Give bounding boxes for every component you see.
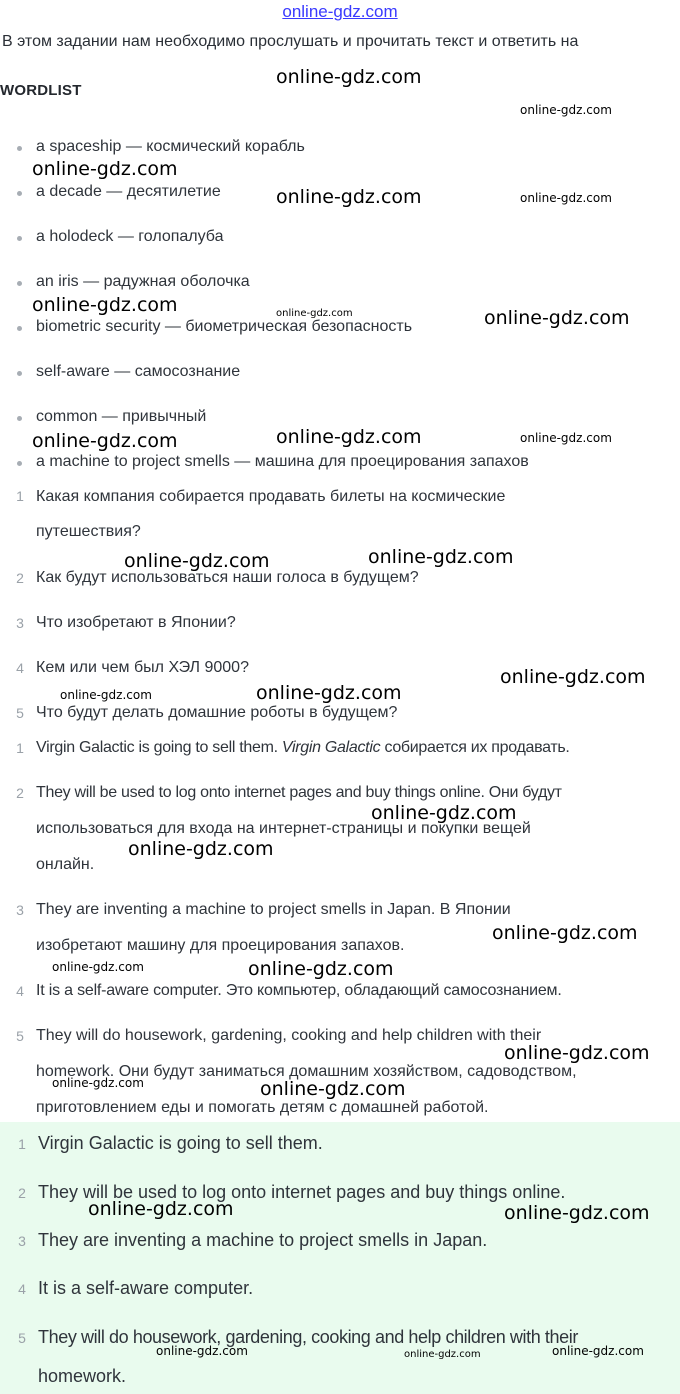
- answer-text: They will do housework, gardening, cooking and help children with their: [36, 1027, 542, 1044]
- watermark: online-gdz.com: [404, 1349, 481, 1360]
- watermark: online-gdz.com: [552, 1344, 644, 1358]
- watermark: online-gdz.com: [32, 430, 178, 452]
- list-item: an iris — радужная оболочка: [36, 273, 250, 290]
- question-text: Что будут делать домашние роботы в будущем?: [36, 704, 398, 721]
- question-number: 1: [16, 488, 24, 504]
- watermark: online-gdz.com: [520, 431, 612, 445]
- watermark: online-gdz.com: [260, 1078, 406, 1100]
- answer-number: 3: [16, 902, 24, 918]
- bullet-icon: [17, 326, 22, 331]
- answer-number: 5: [16, 1028, 24, 1044]
- watermark: online-gdz.com: [124, 550, 270, 572]
- question-text: Что изобретают в Японии?: [36, 614, 236, 631]
- summary-number: 1: [18, 1136, 26, 1152]
- question-number: 5: [16, 705, 24, 721]
- summary-text: They are inventing a machine to project smells in Japan.: [38, 1230, 488, 1250]
- watermark: online-gdz.com: [368, 546, 514, 568]
- list-item: common — привычный: [36, 408, 207, 425]
- watermark: online-gdz.com: [276, 426, 422, 448]
- answer-text: It is a self-aware computer. Это компьютер, обладающий самосознанием.: [36, 982, 562, 999]
- question-text: Какая компания собирается продавать билеты на космические: [36, 488, 506, 505]
- summary-number: 2: [18, 1185, 26, 1201]
- question-text: путешествия?: [36, 523, 141, 540]
- answer-text: приготовлением еды и помогать детям с домашней работой.: [36, 1099, 489, 1116]
- watermark: online-gdz.com: [276, 186, 422, 208]
- summary-text: They will be used to log onto internet pages and buy things online.: [38, 1182, 566, 1202]
- watermark: online-gdz.com: [32, 158, 178, 180]
- list-item: biometric security — биометрическая безопасность: [36, 318, 413, 335]
- watermark: online-gdz.com: [500, 666, 646, 688]
- wordlist-title: WORDLIST: [0, 82, 82, 99]
- answer-text: онлайн.: [36, 856, 95, 873]
- question-text: Как будут использоваться наши голоса в будущем?: [36, 569, 419, 586]
- answer-number: 2: [16, 785, 24, 801]
- watermark: online-gdz.com: [52, 1076, 144, 1090]
- summary-number: 4: [18, 1281, 26, 1297]
- watermark: online-gdz.com: [520, 103, 612, 117]
- summary-text: Virgin Galactic is going to sell them.: [38, 1133, 323, 1153]
- list-item: a decade — десятилетие: [36, 183, 221, 200]
- bullet-icon: [17, 191, 22, 196]
- watermark: online-gdz.com: [276, 66, 422, 88]
- watermark: online-gdz.com: [504, 1202, 650, 1224]
- list-item: a spaceship — космический корабль: [36, 138, 305, 155]
- answer-text: homework. Они будут заниматься домашним хозяйством, садоводством,: [36, 1063, 577, 1080]
- bullet-icon: [17, 416, 22, 421]
- watermark: online-gdz.com: [484, 307, 630, 329]
- answer-text: изобретают машину для проецирования запахов.: [36, 937, 405, 954]
- watermark: online-gdz.com: [276, 308, 353, 319]
- answer-text: They will be used to log onto internet pages and buy things online. Они будут: [36, 784, 562, 801]
- list-item: a holodeck — голопалуба: [36, 228, 224, 245]
- question-number: 2: [16, 570, 24, 586]
- question-number: 4: [16, 660, 24, 676]
- list-item: self-aware — самосознание: [36, 363, 241, 380]
- list-item: a machine to project smells — машина для проецирования запахов: [36, 453, 529, 470]
- watermark: online-gdz.com: [52, 960, 144, 974]
- watermark: online-gdz.com: [248, 958, 394, 980]
- bullet-icon: [17, 461, 22, 466]
- bullet-icon: [17, 146, 22, 151]
- watermark: online-gdz.com: [256, 682, 402, 704]
- answer-number: 1: [16, 740, 24, 756]
- intro-text: В этом задании нам необходимо прослушать и прочитать текст и ответить на: [2, 33, 579, 50]
- watermark: online-gdz.com: [156, 1344, 248, 1358]
- question-text: Кем или чем был ХЭЛ 9000?: [36, 659, 249, 676]
- watermark: online-gdz.com: [60, 688, 152, 702]
- summary-text: They will do housework, gardening, cooking and help children with their: [38, 1327, 578, 1347]
- bullet-icon: [17, 281, 22, 286]
- answer-text: Virgin Galactic is going to sell them. Virgin Galactic собирается их продавать.: [36, 739, 570, 756]
- answer-text: использоваться для входа на интернет-страницы и покупки вещей: [36, 820, 531, 837]
- site-header-link[interactable]: online-gdz.com: [282, 2, 398, 21]
- summary-number: 5: [18, 1330, 26, 1346]
- bullet-icon: [17, 236, 22, 241]
- summary-number: 3: [18, 1233, 26, 1249]
- bullet-icon: [17, 371, 22, 376]
- watermark: online-gdz.com: [492, 922, 638, 944]
- summary-text: It is a self-aware computer.: [38, 1278, 254, 1298]
- watermark: online-gdz.com: [371, 802, 517, 824]
- summary-text: homework.: [38, 1366, 127, 1386]
- watermark: online-gdz.com: [128, 838, 274, 860]
- watermark: online-gdz.com: [32, 294, 178, 316]
- watermark: online-gdz.com: [88, 1198, 234, 1220]
- question-number: 3: [16, 615, 24, 631]
- answer-number: 4: [16, 983, 24, 999]
- watermark: online-gdz.com: [520, 191, 612, 205]
- watermark: online-gdz.com: [504, 1042, 650, 1064]
- answer-text: They are inventing a machine to project smells in Japan. В Японии: [36, 901, 511, 918]
